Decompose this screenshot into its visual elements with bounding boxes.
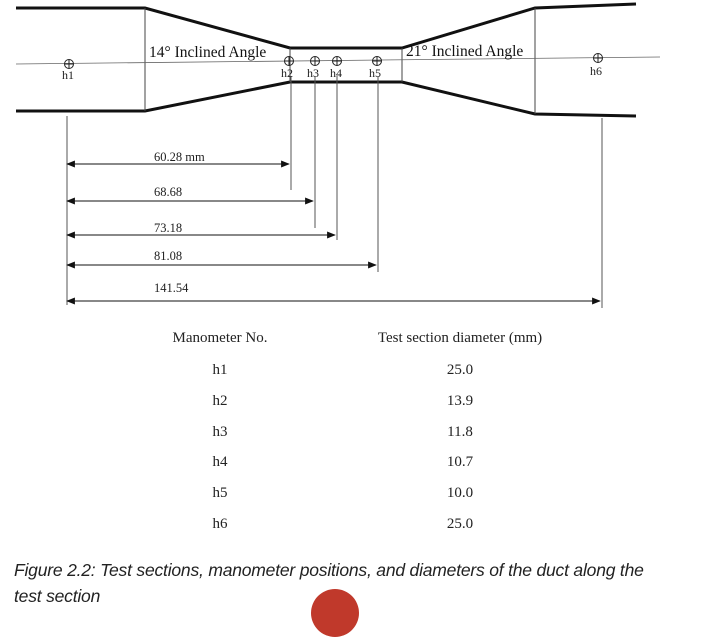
dimension-lines	[67, 164, 600, 301]
table-row	[150, 454, 610, 485]
tap-h2-icon	[285, 57, 294, 66]
diameter-cell: 10.7	[446, 454, 474, 471]
dimension-label-h4: 73.18	[154, 221, 183, 235]
header-manometer: Manometer No.	[172, 330, 268, 346]
diameter-cell: 25.0	[446, 515, 474, 532]
manometer-cell: h6	[212, 515, 228, 532]
diameter-cell: 11.8	[447, 423, 473, 440]
tap-h4-icon	[333, 57, 342, 66]
table-row	[150, 516, 610, 547]
dimension-labels	[154, 150, 205, 295]
table-header-row	[150, 330, 610, 362]
table-row	[150, 362, 610, 393]
diameter-cell: 13.9	[446, 392, 474, 409]
tap-label-h5: h5	[369, 66, 381, 80]
manometer-cell: h2	[212, 392, 228, 409]
tap-h3-icon	[311, 57, 320, 66]
tap-labels	[62, 64, 602, 82]
tap-label-h4: h4	[330, 66, 342, 80]
table-row	[150, 393, 610, 424]
manometer-cell: h5	[212, 485, 228, 502]
angle-right-label: 21° Inclined Angle	[406, 43, 524, 60]
diameter-table	[150, 330, 610, 547]
floating-action-button[interactable]	[311, 589, 359, 637]
header-diameter: Test section diameter (mm)	[377, 330, 543, 346]
duct-bottom-wall	[16, 82, 636, 116]
diameter-cell: 25.0	[446, 362, 474, 378]
tap-h6-icon	[594, 54, 603, 63]
table-row	[150, 424, 610, 455]
dimension-label-h5: 81.08	[154, 249, 183, 263]
manometer-cell: h3	[212, 423, 228, 440]
duct-walls	[16, 4, 636, 116]
diameter-cell: 10.0	[446, 485, 474, 502]
angle-left-label: 14° Inclined Angle	[149, 44, 267, 61]
tap-label-h6: h6	[590, 64, 602, 78]
tap-label-h1: h1	[62, 68, 74, 82]
tap-h5-icon	[373, 57, 382, 66]
tap-label-h3: h3	[307, 66, 319, 80]
manometer-cell: h1	[212, 362, 228, 378]
table-row	[150, 485, 610, 516]
dimension-label-h6: 141.54	[154, 281, 189, 295]
manometer-cell: h4	[212, 454, 228, 471]
dimension-label-h2: 60.28 mm	[154, 150, 205, 164]
tap-label-h2: h2	[281, 66, 293, 80]
dimension-label-h3: 68.68	[154, 185, 183, 199]
duct-top-wall	[16, 4, 636, 48]
figure-caption: Figure 2.2: Test sections, manometer positions, and diameters of the duct along the test section	[14, 560, 644, 606]
